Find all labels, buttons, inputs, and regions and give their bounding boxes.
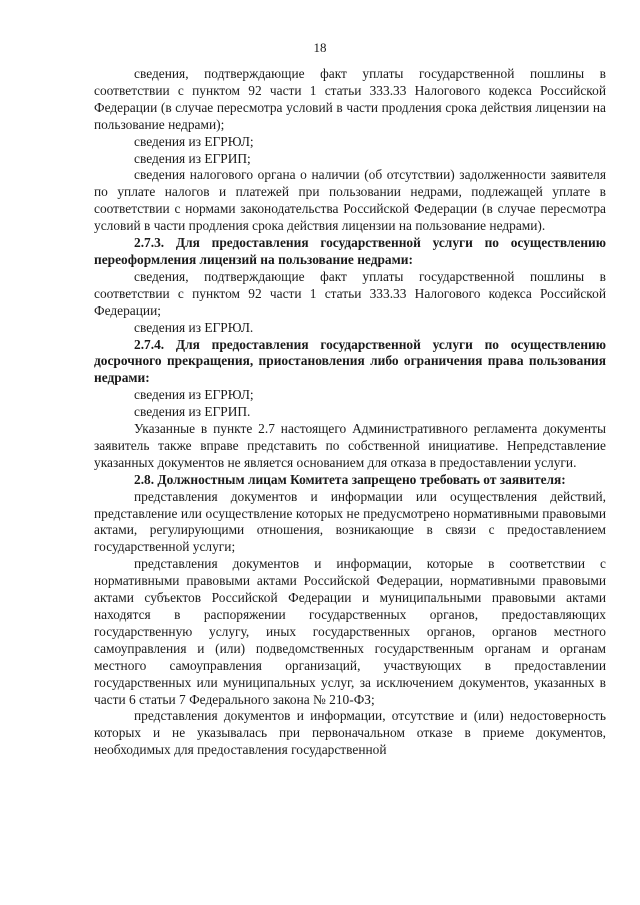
- paragraph: представления документов и информации, которые в соответствии с нормативными правовыми актами Российской Федерации, нормативными правовыми актами субъектов Российской Федерации и муниципальными правовыми актами находятся в распоряжении государственных органов, предоставляющих государственную услугу, иных государственных органов, органов местного самоуправления и (или) подведомственных государственным органам и органам местного самоуправления организаций, участвующих в предоставлении государственных или муниципальных услуг, за исключением документов, указанных в части 6 статьи 7 Федерального закона № 210-ФЗ;: [94, 556, 606, 707]
- section-heading: 2.7.4. Для предоставления государственной услуги по осуществлению досрочного прекращения, приостановления либо ограничения права пользования недрами:: [94, 336, 606, 386]
- paragraph: сведения, подтверждающие факт уплаты государственной пошлины в соответствии с пунктом 92 части 1 статьи 333.33 Налогового кодекса Российской Федерации;: [94, 268, 606, 318]
- section-heading: 2.7.3. Для предоставления государственной услуги по осуществлению переоформления лицензий на пользование недрами:: [94, 235, 606, 267]
- paragraph: представления документов и информации, отсутствие и (или) недостоверность которых и не указывалась при первоначальном отказе в приеме документов, необходимых для предоставления государственной: [94, 708, 606, 758]
- paragraph: сведения из ЕГРИП.: [134, 404, 251, 420]
- paragraph: представления документов и информации или осуществления действий, представление или осуществление которых не предусмотрено нормативными правовыми актами, регулирующими отношения, возникающие в связи с предоставлением государственной услуги;: [94, 488, 606, 555]
- paragraph: сведения налогового органа о наличии (об отсутствии) задолженности заявителя по уплате налогов и платежей при пользовании недрами, подлежащей уплате в соответствии с нормами законодательства Российской Федерации (в случае пересмотра условий в части продления срока действия лицензии на пользование недрами).: [94, 167, 606, 234]
- paragraph: сведения из ЕГРЮЛ.: [134, 319, 254, 335]
- document-body: [94, 66, 606, 759]
- paragraph: Указанные в пункте 2.7 настоящего Административного регламента документы заявитель также вправе представить по собственной инициативе. Непредставление указанных документов не является основанием для отказа в предоставлении услуги.: [94, 421, 606, 470]
- paragraph: сведения, подтверждающие факт уплаты государственной пошлины в соответствии с пунктом 92 части 1 статьи 333.33 Налогового кодекса Российской Федерации (в случае пересмотра условий в части продления срока действия лицензии на пользование недрами);: [94, 66, 606, 132]
- paragraph: сведения из ЕГРЮЛ;: [134, 133, 254, 149]
- section-heading: 2.8. Должностным лицам Комитета запрещено требовать от заявителя:: [134, 471, 566, 487]
- paragraph: сведения из ЕГРИП;: [134, 150, 251, 166]
- page-number: 18: [313, 40, 327, 55]
- paragraph: сведения из ЕГРЮЛ;: [134, 387, 254, 403]
